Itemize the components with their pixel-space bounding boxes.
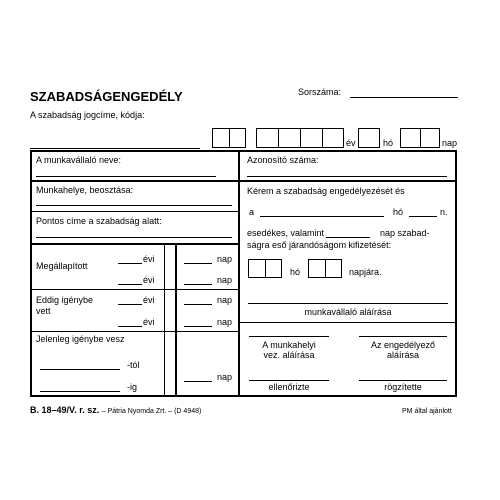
- used-days-2-label: nap: [217, 317, 233, 327]
- worker-signature-label: munkavállaló aláírása: [304, 307, 392, 317]
- approver-signature-label-1: Az engedélyező: [370, 340, 436, 350]
- year-box-divider-1: [278, 128, 279, 148]
- footer-left: [30, 406, 201, 415]
- recorded-by-label: rögzítette: [384, 382, 422, 392]
- payment-day-label: napjára.: [349, 267, 382, 277]
- current-from-field[interactable]: [40, 369, 120, 370]
- request-a-prefix: a: [249, 207, 255, 217]
- serial-field[interactable]: [350, 97, 458, 98]
- year-box-divider-2: [300, 128, 301, 148]
- established-label: Megállapított: [36, 261, 88, 271]
- established-year-1-field[interactable]: [118, 263, 142, 264]
- request-day-label: n.: [440, 207, 448, 217]
- workplace-label: Munkahelye, beosztása:: [36, 185, 134, 195]
- used-days-1-field[interactable]: [184, 304, 212, 305]
- year-box-divider-3: [322, 128, 323, 148]
- worker-signature-line[interactable]: [248, 303, 448, 304]
- workplace-field[interactable]: [36, 205, 232, 206]
- current-days-field[interactable]: [184, 381, 212, 382]
- current-to-label: -ig: [127, 382, 138, 392]
- address-label: Pontos címe a szabadság alatt:: [36, 216, 162, 226]
- approver-signature-label-2: aláírása: [386, 350, 420, 360]
- workplace-divider: [32, 211, 238, 212]
- used-year-1-label: évi: [143, 295, 155, 305]
- year-label: év: [346, 138, 356, 148]
- worker-name-label: A munkavállaló neve:: [36, 155, 122, 165]
- frame-left: [30, 150, 32, 397]
- established-days-1-label: nap: [217, 254, 233, 264]
- checked-by-line[interactable]: [249, 380, 329, 381]
- manager-signature-line[interactable]: [249, 336, 329, 337]
- frame-middle: [238, 150, 240, 397]
- signature-divider: [240, 322, 455, 323]
- left-subcol-divider-1: [164, 244, 165, 396]
- left-subcol-divider-2: [175, 244, 177, 396]
- day-label: nap: [442, 138, 458, 148]
- established-days-2-field[interactable]: [184, 284, 212, 285]
- request-day-field[interactable]: [409, 216, 437, 217]
- checked-by-label: ellenőrizte: [268, 382, 310, 392]
- payment-day-divider: [325, 259, 326, 278]
- form-code: B. 18–49/V. r. sz.: [30, 405, 100, 415]
- manager-signature-label-1: A munkahelyi: [262, 340, 316, 350]
- current-to-field[interactable]: [40, 391, 120, 392]
- address-field[interactable]: [36, 237, 232, 238]
- approver-signature-line[interactable]: [359, 336, 447, 337]
- payment-month-label: hó: [290, 267, 301, 277]
- used-label-2: vett: [36, 306, 51, 316]
- due-days-label: nap szabad-: [380, 228, 430, 238]
- used-year-2-field[interactable]: [118, 326, 142, 327]
- current-from-label: -tól: [127, 360, 140, 370]
- established-year-2-label: évi: [143, 275, 155, 285]
- id-number-label: Azonosító száma:: [247, 155, 319, 165]
- id-number-field[interactable]: [247, 176, 447, 177]
- current-label: Jelenleg igénybe vesz: [36, 334, 125, 344]
- form-title: SZABADSÁGENGEDÉLY: [30, 89, 183, 104]
- used-days-1-label: nap: [217, 295, 233, 305]
- request-year-field[interactable]: [260, 216, 384, 217]
- recorded-by-line[interactable]: [359, 380, 447, 381]
- established-divider: [32, 289, 238, 290]
- established-days-1-field[interactable]: [184, 263, 212, 264]
- used-year-2-label: évi: [143, 317, 155, 327]
- day-box-divider: [420, 128, 421, 148]
- established-days-2-label: nap: [217, 275, 233, 285]
- frame-right: [455, 150, 457, 397]
- month-label: hó: [383, 138, 394, 148]
- used-year-1-field[interactable]: [118, 304, 142, 305]
- serial-label: Sorszáma:: [298, 87, 342, 97]
- worker-name-field[interactable]: [36, 176, 216, 177]
- used-label-1: Eddig igénybe: [36, 295, 94, 305]
- used-divider: [32, 331, 238, 332]
- address-divider: [30, 243, 240, 245]
- recommendation-note: PM által ajánlott: [402, 408, 452, 415]
- due-days-field[interactable]: [326, 237, 370, 238]
- established-year-1-label: évi: [143, 254, 155, 264]
- request-text: Kérem a szabadság engedélyezését és: [247, 186, 405, 196]
- month-box[interactable]: [358, 128, 380, 148]
- frame-top: [30, 150, 457, 152]
- manager-signature-label-2: vez. aláírása: [263, 350, 315, 360]
- established-year-2-field[interactable]: [118, 284, 142, 285]
- code-box-divider: [229, 128, 230, 148]
- request-month-label: hó: [393, 207, 404, 217]
- publisher-info: – Pátria Nyomda Zrt. – (D 4948): [101, 408, 202, 415]
- payment-month-divider: [265, 259, 266, 278]
- leave-type-label: A szabadság jogcíme, kódja:: [30, 110, 145, 120]
- due-label: esedékes, valamint: [247, 228, 325, 238]
- frame-bottom: [30, 395, 457, 397]
- frame-row1-divider: [30, 180, 457, 182]
- payment-label: ságra eső járandóságom kifizetését:: [247, 240, 392, 250]
- used-days-2-field[interactable]: [184, 326, 212, 327]
- leave-type-field[interactable]: [30, 148, 200, 149]
- current-days-label: nap: [217, 372, 233, 382]
